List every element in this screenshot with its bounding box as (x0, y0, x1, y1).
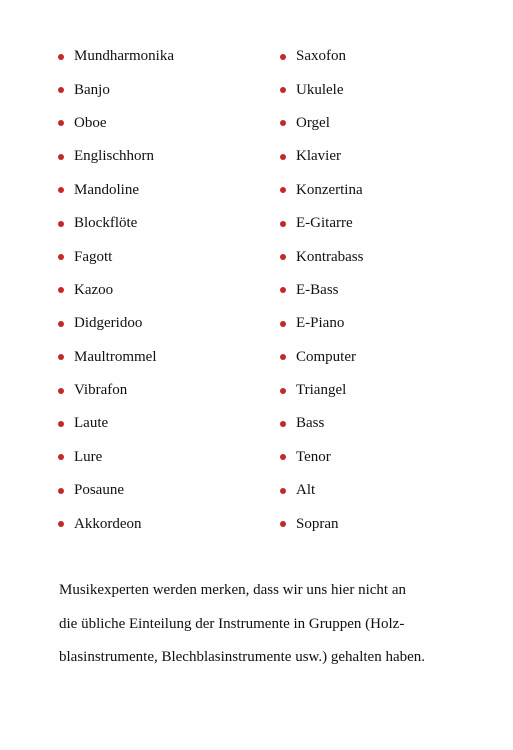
bullet-dot-icon (280, 321, 286, 327)
list-item (278, 407, 476, 440)
instrument-name: Triangel (296, 382, 347, 399)
bullet-dot-icon (280, 354, 286, 360)
list-item (278, 341, 476, 374)
instrument-name: Akkordeon (74, 515, 142, 532)
bullet-dot-icon (58, 388, 64, 394)
list-item (278, 107, 476, 140)
instrument-name: E-Bass (296, 281, 339, 298)
list-item (278, 274, 476, 307)
bullet-dot-icon (280, 187, 286, 193)
bullet-dot-icon (58, 488, 64, 494)
instrument-name: Maultrommel (74, 348, 157, 365)
list-item (278, 73, 476, 106)
instrument-name: E-Gitarre (296, 215, 353, 232)
bullet-dot-icon (58, 354, 64, 360)
list-item (56, 107, 278, 140)
instrument-name: Oboe (74, 114, 107, 131)
list-item (56, 174, 278, 207)
bullet-dot-icon (58, 54, 64, 60)
bullet-dot-icon (280, 154, 286, 160)
list-item (278, 40, 476, 73)
instrument-name: Mandoline (74, 181, 139, 198)
instrument-name: E-Piano (296, 315, 345, 332)
instrument-name: Klavier (296, 148, 341, 165)
instrument-name: Fagott (74, 248, 113, 265)
list-item (278, 507, 476, 540)
instrument-name: Posaune (74, 482, 124, 499)
instrument-name: Kazoo (74, 281, 114, 298)
note-line: die übliche Einteilung der Instrumente in Gruppen (Holz- (59, 615, 405, 632)
list-item (56, 474, 278, 507)
list-item (56, 73, 278, 106)
list-item (278, 240, 476, 273)
instrument-name: Didgeridoo (74, 315, 143, 332)
bullet-dot-icon (58, 254, 64, 260)
list-item (278, 307, 476, 340)
instrument-name: Banjo (74, 81, 110, 98)
note-line: Musikexperten werden merken, dass wir uns hier nicht an (59, 582, 406, 598)
list-item (278, 207, 476, 240)
bullet-dot-icon (58, 187, 64, 193)
instrument-column-left (56, 40, 278, 541)
instrument-column-right (278, 40, 476, 541)
instrument-name: Konzertina (296, 181, 363, 198)
list-item (278, 441, 476, 474)
list-item (278, 140, 476, 173)
instrument-name: Laute (74, 415, 109, 432)
instrument-name: Lure (74, 448, 103, 465)
bullet-dot-icon (58, 454, 64, 460)
list-item (56, 374, 278, 407)
explanatory-note (59, 574, 479, 675)
bullet-dot-icon (280, 454, 286, 460)
instrument-list (56, 40, 476, 541)
list-item (278, 174, 476, 207)
bullet-dot-icon (280, 388, 286, 394)
bullet-dot-icon (280, 421, 286, 427)
bullet-dot-icon (58, 421, 64, 427)
instrument-name: Vibrafon (74, 382, 128, 399)
bullet-dot-icon (280, 488, 286, 494)
instrument-name: Ukulele (296, 81, 344, 98)
bullet-dot-icon (58, 321, 64, 327)
note-line: blasinstrumente, Blechblasinstrumente usw.) gehalten haben. (59, 649, 426, 665)
list-item (278, 374, 476, 407)
bullet-dot-icon (58, 521, 64, 527)
list-item (278, 474, 476, 507)
bullet-dot-icon (280, 54, 286, 60)
instrument-name: Kontrabass (296, 248, 364, 265)
list-item (56, 240, 278, 273)
bullet-dot-icon (280, 287, 286, 293)
instrument-name: Mundharmonika (74, 48, 174, 65)
instrument-name: Alt (296, 482, 316, 499)
bullet-dot-icon (280, 521, 286, 527)
instrument-name: Blockflöte (74, 215, 138, 232)
instrument-name: Orgel (296, 114, 330, 131)
instrument-name: Englischhorn (74, 148, 154, 165)
instrument-name: Saxofon (296, 48, 346, 65)
bullet-dot-icon (280, 254, 286, 260)
list-item (56, 441, 278, 474)
bullet-dot-icon (58, 154, 64, 160)
list-item (56, 341, 278, 374)
list-item (56, 40, 278, 73)
instrument-name: Computer (296, 348, 356, 365)
list-item (56, 140, 278, 173)
list-item (56, 407, 278, 440)
bullet-dot-icon (58, 287, 64, 293)
instrument-name: Tenor (296, 448, 331, 465)
bullet-dot-icon (58, 87, 64, 93)
list-item (56, 274, 278, 307)
bullet-dot-icon (58, 221, 64, 227)
list-item (56, 507, 278, 540)
list-item (56, 307, 278, 340)
instrument-name: Sopran (296, 515, 339, 532)
bullet-dot-icon (280, 221, 286, 227)
instrument-name: Bass (296, 415, 325, 432)
bullet-dot-icon (280, 120, 286, 126)
bullet-dot-icon (58, 120, 64, 126)
bullet-dot-icon (280, 87, 286, 93)
list-item (56, 207, 278, 240)
